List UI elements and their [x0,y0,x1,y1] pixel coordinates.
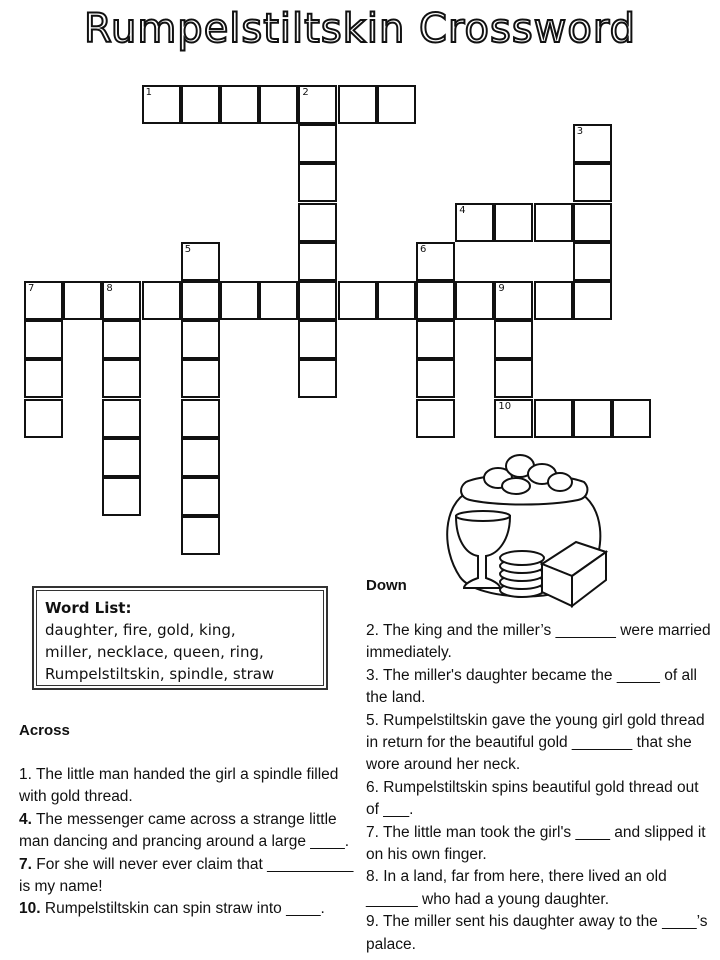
word-list-line: Rumpelstiltskin, spindle, straw [45,665,275,683]
crossword-cell[interactable] [338,281,377,320]
crossword-cell[interactable] [494,359,533,398]
crossword-cell[interactable] [298,124,337,163]
crossword-cell[interactable] [181,516,220,555]
crossword-cell[interactable] [416,242,455,281]
crossword-cell[interactable] [534,399,573,438]
clue-text: Rumpelstiltskin gave the young girl gold thread in return for the beautiful gold _______ that she wore around her neck. [366,711,705,774]
crossword-cell[interactable] [573,124,612,163]
clue-number: 4. [19,810,32,828]
down-clues [366,620,711,956]
across-clue-10 [19,898,364,920]
clue-number-label: 9 [498,283,505,294]
clue-number: 1. [19,766,32,783]
crossword-cell[interactable] [534,203,573,242]
clue-number-label: 6 [420,243,427,255]
clue-number: 7. [366,823,379,841]
clue-number: 2. [366,622,379,639]
crossword-cell[interactable] [259,85,298,124]
crossword-cell[interactable] [573,281,612,320]
crossword-cell[interactable] [494,281,533,320]
clue-number: 3. [366,666,379,684]
crossword-cell[interactable] [181,359,220,398]
across-clues [19,764,364,921]
crossword-cell[interactable] [220,281,259,320]
word-list-title: Word List: [45,599,132,617]
clue-text: The little man took the girl's ____ and slipped it on his own finger. [366,823,706,864]
clue-text: In a land, far from here, there lived an old ______ who had a young daughter. [366,868,667,908]
page-title: Rumpelstiltskin Crossword [83,6,636,52]
crossword-cell[interactable] [298,242,337,281]
clue-number: 9. [366,913,379,931]
crossword-cell[interactable] [416,281,455,320]
crossword-cell[interactable] [181,438,220,477]
crossword-cell[interactable] [142,85,181,124]
clue-text: The little man handed the girl a spindle filled with gold thread. [19,766,339,806]
clue-number-label: 10 [498,400,512,412]
clue-number-label: 4 [459,204,466,216]
crossword-cell[interactable] [181,477,220,516]
crossword-cell[interactable] [377,85,416,124]
across-clue-1 [19,764,364,809]
crossword-cell[interactable] [573,203,612,242]
crossword-cell[interactable] [416,359,455,398]
crossword-cell[interactable] [416,320,455,359]
crossword-cell[interactable] [24,399,63,438]
crossword-cell[interactable] [298,359,337,398]
crossword-cell[interactable] [573,163,612,202]
crossword-cell[interactable] [102,477,141,516]
clue-number: 6. [366,778,379,796]
crossword-cell[interactable] [24,320,63,359]
word-list-line: miller, necklace, queen, ring, [45,643,264,661]
down-clue-8 [366,866,711,911]
crossword-cell[interactable] [102,438,141,477]
clue-number-label: 7 [28,283,35,294]
crossword-cell[interactable] [24,359,63,398]
clue-number-label: 5 [184,243,192,255]
clue-number: 8. [366,868,379,886]
across-clue-7 [19,854,364,899]
crossword-cell[interactable] [573,399,612,438]
down-clue-6 [366,777,711,822]
clue-number: 7. [19,855,32,873]
clue-text: The king and the miller’s _______ were married immediately. [366,622,711,662]
crossword-cell[interactable] [181,320,220,359]
crossword-cell[interactable] [455,203,494,242]
word-list-box [32,586,328,690]
crossword-cell[interactable] [377,281,416,320]
clue-number: 10. [19,900,41,918]
clue-text: The miller sent his daughter away to the ____’s palace. [366,913,708,953]
clue-number-label: 3 [576,126,584,138]
down-clue-7 [366,822,711,867]
clue-text: Rumpelstiltskin can spin straw into ____. [44,900,325,918]
crossword-cell[interactable] [494,320,533,359]
word-list-line: daughter, fire, gold, king, [45,621,236,639]
across-heading: Across [19,722,70,739]
crossword-cell[interactable] [455,281,494,320]
down-clue-5 [366,710,711,777]
crossword-cell[interactable] [534,281,573,320]
crossword-cell[interactable] [612,399,651,438]
crossword-cell[interactable] [102,359,141,398]
clue-number: 5. [366,711,379,729]
crossword-cell[interactable] [298,203,337,242]
crossword-cell[interactable] [494,399,533,438]
crossword-cell[interactable] [181,85,220,124]
down-clue-9 [366,911,711,956]
clue-text: The messenger came across a strange little man dancing and prancing around a large ____. [19,810,350,851]
clue-text: Rumpelstiltskin spins beautiful gold thread out of ___. [366,778,699,819]
crossword-cell[interactable] [494,203,533,242]
crossword-cell[interactable] [298,320,337,359]
clue-number-label: 2 [302,87,309,98]
down-clue-2 [366,620,711,665]
crossword-cell[interactable] [259,281,298,320]
crossword-cell[interactable] [142,281,181,320]
pot-of-gold-illustration [438,452,610,612]
crossword-cell[interactable] [298,281,337,320]
down-clue-3 [366,665,711,710]
clue-number-label: 1 [145,87,152,98]
crossword-cell[interactable] [102,399,141,438]
crossword-cell[interactable] [63,281,102,320]
crossword-cell[interactable] [573,242,612,281]
crossword-cell[interactable] [298,163,337,202]
crossword-cell[interactable] [220,85,259,124]
crossword-cell[interactable] [24,281,63,320]
crossword-cell[interactable] [338,85,377,124]
crossword-cell[interactable] [102,281,141,320]
crossword-cell[interactable] [181,242,220,281]
clue-text: For she will never ever claim that __________ is my name! [19,855,354,896]
crossword-cell[interactable] [298,85,337,124]
crossword-cell[interactable] [181,281,220,320]
down-heading: Down [366,577,407,594]
clue-text: The miller's daughter became the _____ of all the land. [366,666,697,707]
clue-number-label: 8 [106,283,113,294]
crossword-cell[interactable] [181,399,220,438]
across-clue-4 [19,809,364,854]
crossword-cell[interactable] [102,320,141,359]
crossword-cell[interactable] [416,399,455,438]
